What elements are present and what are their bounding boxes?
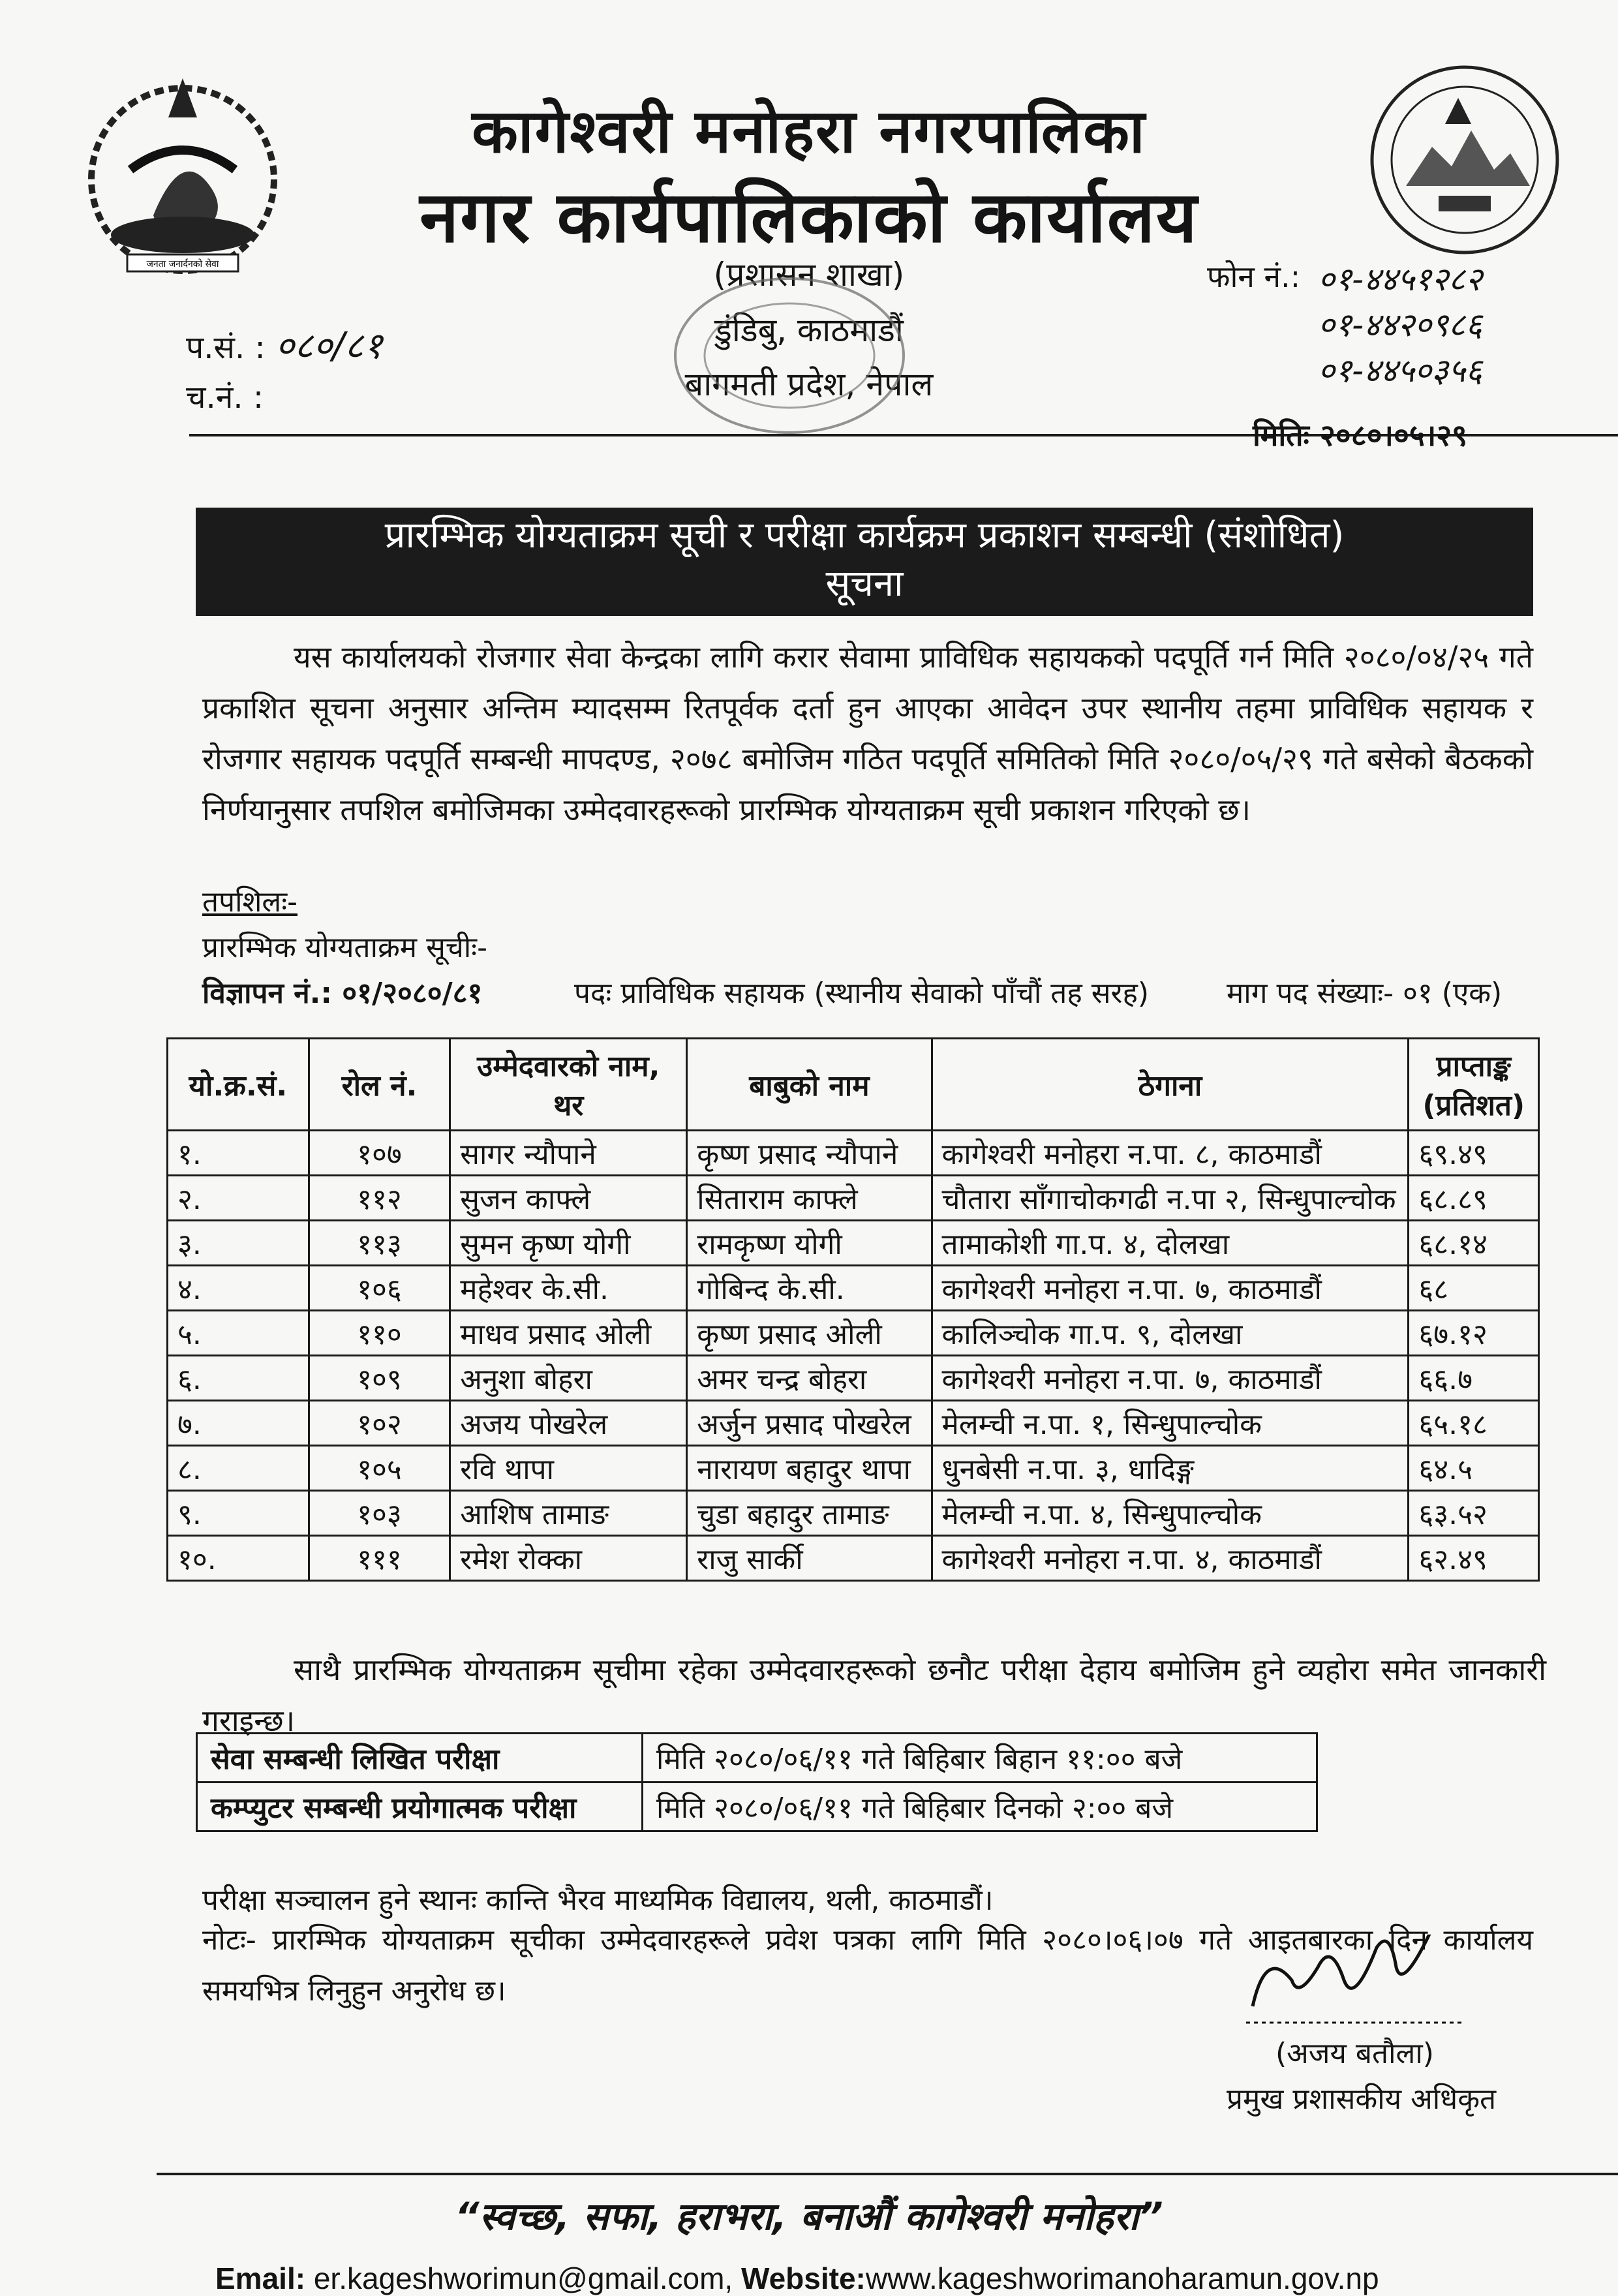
cell-father: राजु सार्की [687,1536,932,1581]
cell-roll: १०२ [309,1401,450,1446]
cell-marks: ६८ [1409,1266,1539,1311]
cell-roll: १०७ [309,1131,450,1176]
phone-1: ०१-४४५१२८२ [1318,260,1483,298]
col-address: ठेगाना [932,1039,1409,1131]
cell-candidate: अनुशा बोहरा [450,1356,687,1401]
cell-father: अर्जुन प्रसाद पोखरेल [687,1401,932,1446]
exam-time: मिति २०८०/०६/११ गते बिहिबार बिहान ११:०० बजे [643,1734,1317,1783]
cell-candidate: रवि थापा [450,1446,687,1491]
cell-address: मेलम्ची न.पा. ४, सिन्धुपाल्चोक [932,1491,1409,1536]
cell-address: कागेश्वरी मनोहरा न.पा. ४, काठमाडौं [932,1536,1409,1581]
cell-roll: १०९ [309,1356,450,1401]
cell-candidate: अजय पोखरेल [450,1401,687,1446]
cell-serial: ३. [168,1221,309,1266]
cell-father: नारायण बहादुर थापा [687,1446,932,1491]
notice-subtitle: सूचना [825,562,904,605]
cell-roll: १०३ [309,1491,450,1536]
cell-father: कृष्ण प्रसाद न्यौपाने [687,1131,932,1176]
cell-serial: ५. [168,1311,309,1356]
exam-type: कम्प्युटर सम्बन्धी प्रयोगात्मक परीक्षा [197,1783,643,1831]
cell-address: कालिञ्चोक गा.प. ९, दोलखा [932,1311,1409,1356]
cell-roll: १०५ [309,1446,450,1491]
cell-roll: १११ [309,1536,450,1581]
cell-father: चुडा बहादुर तामाङ [687,1491,932,1536]
cell-candidate: रमेश रोक्का [450,1536,687,1581]
table-row [168,1446,1539,1491]
cell-serial: ८. [168,1446,309,1491]
cell-address: कागेश्वरी मनोहरा न.पा. ७, काठमाडौं [932,1356,1409,1401]
signature-mark [1240,1935,1474,2032]
notice-date: मितिः २०८०।०५।२९ [1253,418,1468,453]
phone-label: फोन नं.: [1207,259,1301,294]
cell-father: गोबिन्द के.सी. [687,1266,932,1311]
exam-intro: साथै प्रारम्भिक योग्यताक्रम सूचीमा रहेका उम्मेदवारहरूको छनौट परीक्षा देहाय बमोजिम हुने व्यहोरा समेत जानकारी गराइन्छ। [202,1652,1546,1738]
table-row [168,1536,1539,1581]
footer-contact [215,2261,1379,2296]
cell-serial: ४. [168,1266,309,1311]
office-stamp [665,271,913,440]
cell-address: कागेश्वरी मनोहरा न.पा. ८, काठमाडौं [932,1131,1409,1176]
reference-number: प.सं. : ०८०/८१ [186,325,383,367]
footer-divider [157,2173,1618,2175]
table-header-row [168,1039,1539,1131]
cell-candidate: माधव प्रसाद ओली [450,1311,687,1356]
cell-marks: ६८.८९ [1409,1176,1539,1221]
col-candidate: उम्मेदवारको नाम, थर [450,1039,687,1131]
cell-serial: १. [168,1131,309,1176]
exam-type: सेवा सम्बन्धी लिखित परीक्षा [197,1734,643,1783]
cell-candidate: सुजन काफ्ले [450,1176,687,1221]
cell-serial: १०. [168,1536,309,1581]
table-row [168,1311,1539,1356]
cell-marks: ६९.४९ [1409,1131,1539,1176]
signatory-designation: प्रमुख प्रशासकीय अधिकृत [1227,2083,1497,2116]
cell-serial: ६. [168,1356,309,1401]
tapsil-label: तपशिलः- [202,885,298,919]
cell-marks: ६२.४९ [1409,1536,1539,1581]
email-link[interactable]: er.kageshworimun@gmail.com, [313,2261,733,2295]
exam-schedule-table [196,1732,1318,1832]
cell-father: सिताराम काफ्ले [687,1176,932,1221]
advertisement-number: विज्ञापन नं.: ०१/२०८०/८१ [202,977,483,1010]
cell-candidate: सुमन कृष्ण योगी [450,1221,687,1266]
svg-text:जनता जनार्दनको सेवा: जनता जनार्दनको सेवा [146,259,219,269]
cell-roll: ११३ [309,1221,450,1266]
cell-address: कागेश्वरी मनोहरा न.पा. ७, काठमाडौं [932,1266,1409,1311]
cell-serial: ७. [168,1401,309,1446]
phone-2: ०१-४४२०९८६ [1318,306,1483,344]
cell-father: कृष्ण प्रसाद ओली [687,1311,932,1356]
cell-candidate: महेश्वर के.सी. [450,1266,687,1311]
post-name: पदः प्राविधिक सहायक (स्थानीय सेवाको पाँचौं तह सरह) [574,977,1149,1010]
dispatch-number: च.नं. : [186,379,264,416]
signatory-name: (अजय बतौला) [1275,2037,1434,2070]
table-row [168,1491,1539,1536]
cell-serial: २. [168,1176,309,1221]
cell-roll: १०६ [309,1266,450,1311]
col-roll: रोल नं. [309,1039,450,1131]
cell-address: धुनबेसी न.पा. ३, धादिङ्ग [932,1446,1409,1491]
cell-marks: ६५.१८ [1409,1401,1539,1446]
cell-marks: ६४.५ [1409,1446,1539,1491]
notice-title: प्रारम्भिक योग्यताक्रम सूची र परीक्षा कार्यक्रम प्रकाशन सम्बन्धी (संशोधित) [384,514,1345,557]
cell-candidate: सागर न्यौपाने [450,1131,687,1176]
cell-roll: ११२ [309,1176,450,1221]
cell-candidate: आशिष तामाङ [450,1491,687,1536]
exam-venue: परीक्षा सञ्चालन हुने स्थानः कान्ति भैरव माध्यमिक विद्यालय, थली, काठमाडौं। [202,1884,994,1917]
list-heading: प्रारम्भिक योग्यताक्रम सूचीः- [202,931,487,964]
table-row [168,1266,1539,1311]
cell-roll: ११० [309,1311,450,1356]
cell-marks: ६६.७ [1409,1356,1539,1401]
table-row [168,1176,1539,1221]
cell-marks: ६३.५२ [1409,1491,1539,1536]
table-row [168,1356,1539,1401]
address-line-2: बागमती प्रदेश, नेपाल [684,365,934,403]
cell-marks: ६८.१४ [1409,1221,1539,1266]
cell-address: तामाकोशी गा.प. ४, दोलखा [932,1221,1409,1266]
table-row [168,1221,1539,1266]
footer-slogan: “स्वच्छ, सफा, हराभरा, बनाऔं कागेश्वरी मनोहरा” [455,2194,1163,2239]
municipality-name: कागेश्वरी मनोहरा नगरपालिका [472,97,1146,166]
cell-father: रामकृष्ण योगी [687,1221,932,1266]
branch-name: (प्रशासन शाखा) [713,256,905,294]
demand-count: माग पद संख्याः- ०१ (एक) [1227,977,1503,1010]
cell-address: चौतारा साँगाचोकगढी न.पा २, सिन्धुपाल्चोक [932,1176,1409,1221]
notice-body: यस कार्यालयको रोजगार सेवा केन्द्रका लागि करार सेवामा प्राविधिक सहायकको पदपूर्ति गर्न मिति २०८०/०४/२५ गते प्रकाशित सूचना अनुसार अन्तिम म्यादसम्म रितपूर्वक दर्ता हुन आएका आवेदन उपर स्थानीय तहमा प्राविधिक सहायक र रोजगार सहायक पदपूर्ति सम्बन्धी मापदण्ड, २०७८ बमोजिम गठित पदपूर्ति समितिको मिति २०८०/०५/२९ गते बसेको बैठकको निर्णयानुसार तपशिल बमोजिमका उम्मेदवारहरूको प्रारम्भिक योग्यताक्रम सूची प्रकाशन गरिएको छ। [202,639,1533,827]
exam-row-written [197,1734,1317,1783]
table-row [168,1401,1539,1446]
website-link[interactable]: www.kageshworimanoharamun.gov.np [865,2261,1379,2295]
address-line-1: डुंडिबु, काठमाडौं [714,311,904,349]
website-label: Website: [741,2261,866,2295]
cell-serial: ९. [168,1491,309,1536]
exam-time: मिति २०८०/०६/११ गते बिहिबार दिनको २:०० बजे [643,1783,1317,1831]
email-label: Email: [215,2261,306,2295]
exam-row-practical [197,1783,1317,1831]
cell-address: मेलम्ची न.पा. १, सिन्धुपाल्चोक [932,1401,1409,1446]
office-name: नगर कार्यपालिकाको कार्यालय [420,177,1198,258]
table-row [168,1131,1539,1176]
col-serial: यो.क्र.सं. [168,1039,309,1131]
col-marks: प्राप्ताङ्क (प्रतिशत) [1409,1039,1539,1131]
cell-marks: ६७.१२ [1409,1311,1539,1356]
col-father: बाबुको नाम [687,1039,932,1131]
cell-father: अमर चन्द्र बोहरा [687,1356,932,1401]
table-body [168,1131,1539,1581]
phone-3: ०१-४४५०३५६ [1318,352,1483,390]
exam-note: नोटः- प्रारम्भिक योग्यताक्रम सूचीका उम्मेदवारहरूले प्रवेश पत्रका लागि मिति २०८०।०६।०७ गते आइतबारका दिन कार्यालय समयभित्र लिनुहुन अनुरोध छ। [202,1923,1533,2008]
notice-title-banner [196,508,1533,616]
merit-list-table [166,1037,1540,1582]
